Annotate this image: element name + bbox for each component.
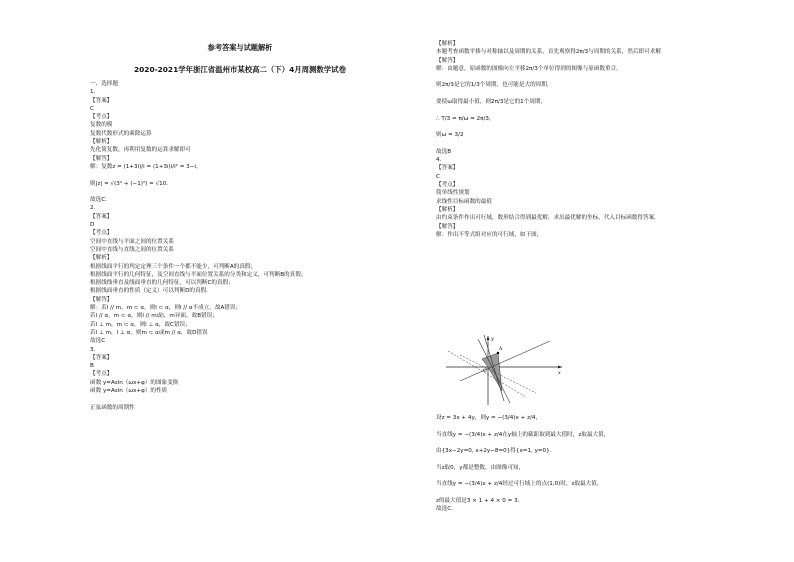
left-text-line: 根据线面平行的几何特征，及空间直线与平面位置关系的分类和定义，可判断B的真假； (90, 271, 307, 278)
left-text-line: 一、选择题 (90, 81, 118, 87)
left-text-line: 【答案】 (90, 354, 113, 361)
left-text-line: D (90, 222, 95, 229)
boundary-line-3 (484, 335, 504, 401)
left-text-line: 3. (90, 346, 96, 353)
right-text-line (436, 472, 726, 480)
right-text-line: ∴ T/3 = π/ω = 2π/3， (436, 115, 495, 122)
left-text-line: 正弦函数的周期性 (90, 404, 135, 411)
right-text-line: 4. (436, 157, 442, 164)
right-text-line (436, 455, 726, 463)
right-text-line: 要使ω取得最小值，则2π/3是它的1个周期， (436, 99, 547, 106)
right-text-line: 由{3x−2y=0, x+2y−8=0}得{x=1, y=0}． (436, 448, 556, 455)
right-text-line: 【答案】 (436, 165, 459, 172)
doc-title: 参考答案与试题解析 (207, 43, 273, 52)
right-text-line: 【解析】 (436, 41, 459, 47)
left-text-line: 若l // α，m ⊂ α，则l // m或l，m异面，故B错误； (90, 313, 218, 320)
left-text-line (90, 171, 390, 179)
right-text-line: C (436, 173, 440, 180)
left-text-line: 空间中直线与直线之间的位置关系 (90, 246, 174, 253)
left-text-line (90, 188, 390, 196)
doc-subtitle: 2020-2021学年浙江省温州市某校高二（下）4月周测数学试卷 (134, 65, 346, 74)
left-text-line: 【解析】 (90, 139, 113, 146)
right-text-line: 求线性目标函数的最值 (436, 198, 492, 205)
left-text-line: 若l ⊥ m，l ⊥ α，则m ⊂ α或m // α，故D错误 (90, 329, 208, 336)
right-text-line (436, 422, 726, 430)
right-text-line: 【解析】 (436, 206, 459, 213)
left-text-line: 【解析】 (90, 255, 113, 262)
right-text-line: 【解答】 (436, 223, 459, 230)
right-text-line: 则ω = 3/2 (436, 132, 464, 139)
left-text-line: 函数 y=Asin（ωx+φ）的图象变换 (90, 379, 179, 386)
x-axis-arrow (558, 366, 562, 369)
left-text-line: 【解答】 (90, 155, 113, 162)
right-text-line: z的最大值是3 × 1 + 4 × 0 = 3． (436, 497, 524, 504)
right-text-line: 则2π/3是它的1/3个周期，也可能是大的周期， (436, 82, 553, 89)
y-axis-arrow (487, 336, 490, 340)
left-text-line: 【考点】 (90, 114, 113, 121)
left-text-line: 复数的模 (90, 122, 113, 129)
left-text-line: 【解答】 (90, 296, 113, 303)
right-text-line: 当z取0，y都是整数，由图像可知， (436, 464, 525, 471)
right-text-line (436, 123, 726, 131)
right-text-line: 故选C． (436, 506, 457, 513)
left-text-line: 根据线面垂直的性质（定义）可以判断D的真假． (90, 288, 212, 295)
left-text-line (90, 395, 390, 403)
left-text-line: 函数 y=Asin（ωx+φ）的性质 (90, 387, 168, 394)
right-body-bottom (436, 414, 726, 514)
left-text-line: 复数代数形式的乘除运算 (90, 130, 152, 137)
left-text-line: C (90, 105, 94, 112)
left-text-line: 若l ⊥ m，m ⊂ α，则l ⊥ α，故C错误； (90, 321, 191, 328)
right-text-line (436, 489, 726, 497)
right-text-line (436, 439, 726, 447)
right-text-line: 本题考查函数平移与对称轴以及周期的关系，首先观察得2π/3与周期的关系，然后即可求解 (436, 49, 661, 56)
left-text-line: 【答案】 (90, 97, 113, 104)
left-text-line: B (90, 363, 94, 370)
left-text-line: 根据线线垂直及线面垂直的几何特征，可以判断C的真假； (90, 280, 234, 287)
right-text-line: 当直线y = −(3/4)x + z/4经过可行域上的点(1,0)时，z取最大值， (436, 481, 603, 488)
left-text-line: 【考点】 (90, 230, 113, 237)
point-a-label: A (499, 347, 503, 352)
boundary-line-1 (460, 341, 550, 381)
y-axis-label: y (491, 336, 494, 342)
left-text-line: 【考点】 (90, 371, 113, 378)
left-text-line: 1. (90, 89, 96, 96)
x-axis-label: x (558, 370, 561, 376)
left-text-line: 则|z| = √(3² + (−1)²) = √10． (90, 180, 172, 187)
left-text-line: 2. (90, 205, 96, 212)
right-text-line: 简单线性规划 (436, 190, 470, 197)
left-text-line: 故选C． (90, 197, 111, 204)
right-text-line: 【解答】 (436, 57, 459, 64)
right-text-line: 【考点】 (436, 182, 459, 189)
origin-label: O (483, 369, 487, 374)
left-text-line: 根据线面平行的判定定理三个条件一个都不能少，可判断A的真假； (90, 263, 257, 270)
right-text-line: 当直线y = −(3/4)x + z/4在y轴上的截距取到最大值时，z取最大值， (436, 431, 610, 438)
right-body-top (436, 40, 726, 239)
right-text-line (436, 90, 726, 98)
left-text-line: 空间中直线与平面之间的位置关系 (90, 238, 174, 245)
right-text-line: 设z = 3x + 4y，则y = −(3/4)x + z/4， (436, 415, 542, 421)
feasible-region-figure (440, 333, 566, 407)
left-text-line: 先化简复数，再利用复数的运算求解即可 (90, 147, 191, 154)
left-text-line: 故选C (90, 338, 106, 345)
right-text-line (436, 140, 726, 148)
left-text-line: 解：若l // m，m ⊂ α，则l ⊂ α，则l // α不成立，故A错误； (90, 305, 242, 312)
right-text-line: 由约束条件作出可行域，数形结合得到最优解，求出最优解的坐标，代入目标函数得答案． (436, 215, 660, 222)
right-text-line: 故选B (436, 148, 452, 155)
right-text-line: 解：作出不等式组对应的可行域，如下图， (436, 231, 543, 238)
right-text-line: 解：由题意，原函数的图像向左平移2π/3个单位得到的图像与原函数重合， (436, 65, 622, 72)
left-text-line: 解：复数z = (1+3i)/i = (1+3i)i/i² = 3−i， (90, 163, 202, 170)
left-body (90, 80, 390, 412)
right-text-line (436, 106, 726, 114)
right-text-line (436, 73, 726, 81)
optimal-point (497, 352, 499, 354)
left-text-line: 【答案】 (90, 213, 113, 220)
